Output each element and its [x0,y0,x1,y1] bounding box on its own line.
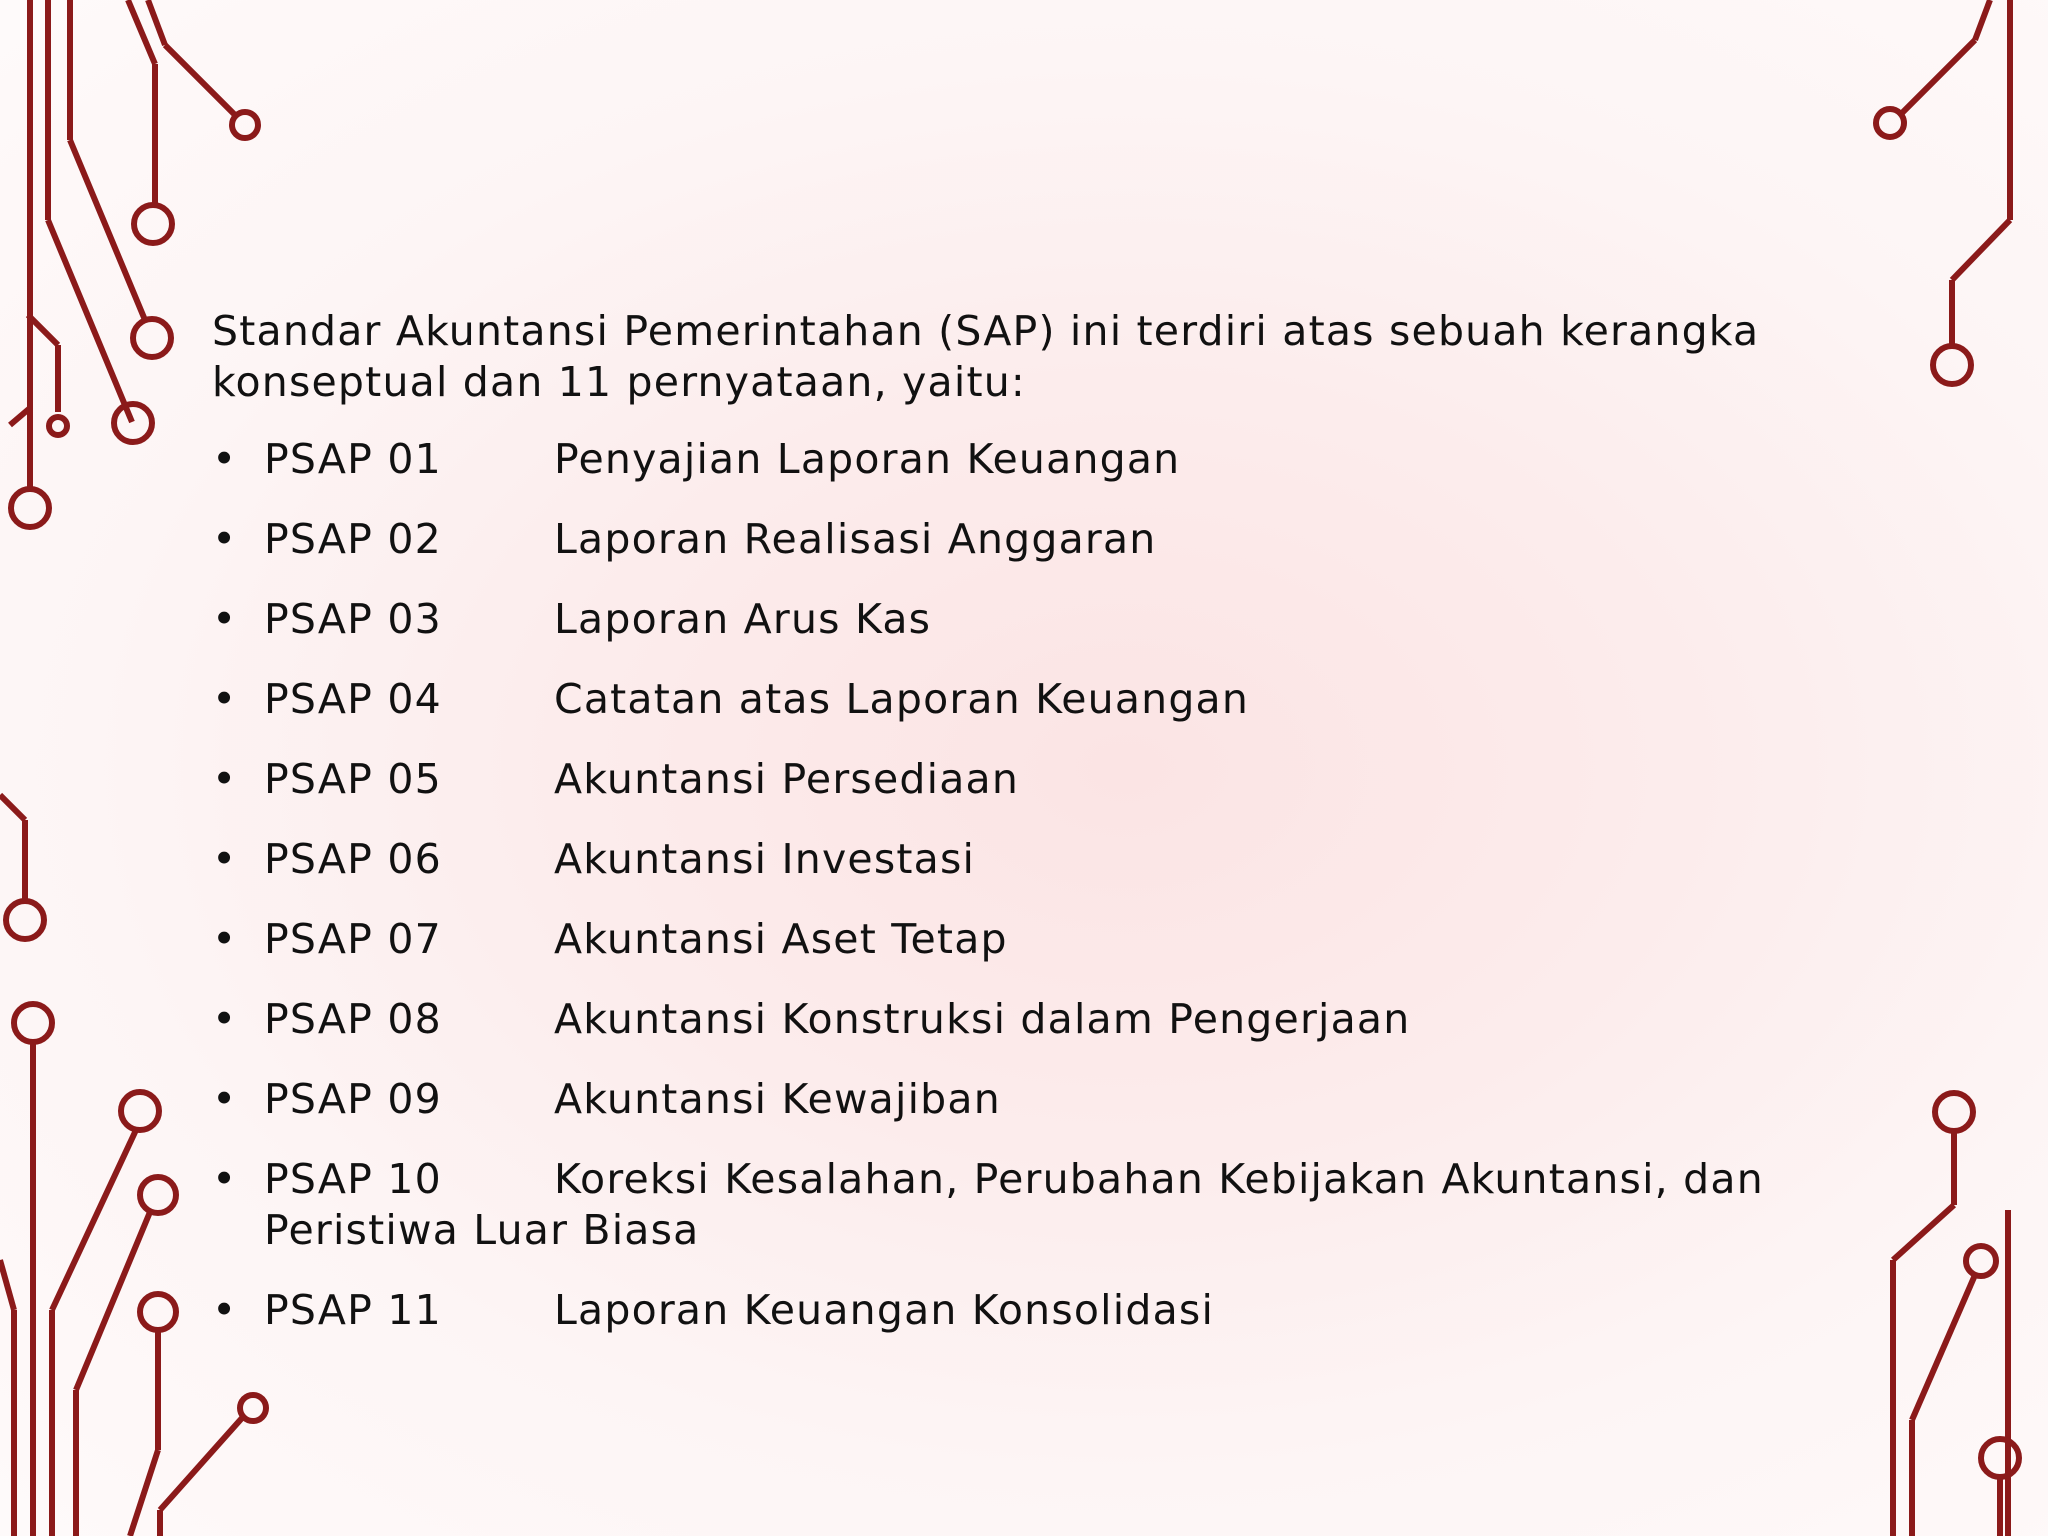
psap-title: Akuntansi Konstruksi dalam Pengerjaan [554,995,1411,1043]
bullet-icon: • [212,675,238,723]
psap-code: PSAP 01 [264,435,442,483]
psap-title: Catatan atas Laporan Keuangan [554,675,1250,723]
psap-code: PSAP 07 [264,915,442,963]
bullet-icon: • [212,1075,238,1123]
bullet-icon: • [212,1286,238,1334]
list-item-psap-03 [212,594,1772,645]
psap-title: Akuntansi Aset Tetap [554,915,1008,963]
list-item-psap-06 [212,834,1772,885]
psap-code: PSAP 04 [264,675,442,723]
bullet-icon: • [212,755,238,803]
intro-paragraph: Standar Akuntansi Pemerintahan (SAP) ini terdiri atas sebuah kerangka konseptual dan 11 pernyataan, yaitu: [212,307,1760,406]
psap-title: Akuntansi Kewajiban [554,1075,1001,1123]
list-item-psap-01 [212,434,1772,485]
psap-title: Akuntansi Investasi [554,835,976,883]
bullet-icon: • [212,995,238,1043]
psap-code: PSAP 02 [264,515,442,563]
psap-title: Koreksi Kesalahan, Perubahan Kebijakan Akuntansi, dan Peristiwa Luar Biasa [264,1155,1764,1254]
psap-code: PSAP 10 [264,1155,442,1203]
psap-code: PSAP 09 [264,1075,442,1123]
list-item-psap-11 [212,1285,1772,1336]
list-item-psap-02 [212,514,1772,565]
psap-code: PSAP 08 [264,995,442,1043]
bullet-icon: • [212,915,238,963]
psap-code: PSAP 03 [264,595,442,643]
list-item-psap-04 [212,674,1772,725]
bullet-icon: • [212,1155,238,1203]
bullet-icon: • [212,515,238,563]
bullet-icon: • [212,835,238,883]
list-item-psap-08 [212,994,1772,1045]
slide-content [212,306,1772,1365]
list-item-psap-10 [212,1154,1772,1256]
list-item-psap-09 [212,1074,1772,1125]
list-item-psap-05 [212,754,1772,805]
psap-code: PSAP 11 [264,1286,442,1334]
bullet-icon: • [212,595,238,643]
psap-title: Penyajian Laporan Keuangan [554,435,1181,483]
list-item-psap-07 [212,914,1772,965]
psap-code: PSAP 06 [264,835,442,883]
bullet-icon: • [212,435,238,483]
psap-title: Laporan Realisasi Anggaran [554,515,1157,563]
psap-title: Akuntansi Persediaan [554,755,1020,803]
psap-title: Laporan Arus Kas [554,595,932,643]
psap-title: Laporan Keuangan Konsolidasi [554,1286,1215,1334]
psap-code: PSAP 05 [264,755,442,803]
psap-list [212,434,1772,1336]
